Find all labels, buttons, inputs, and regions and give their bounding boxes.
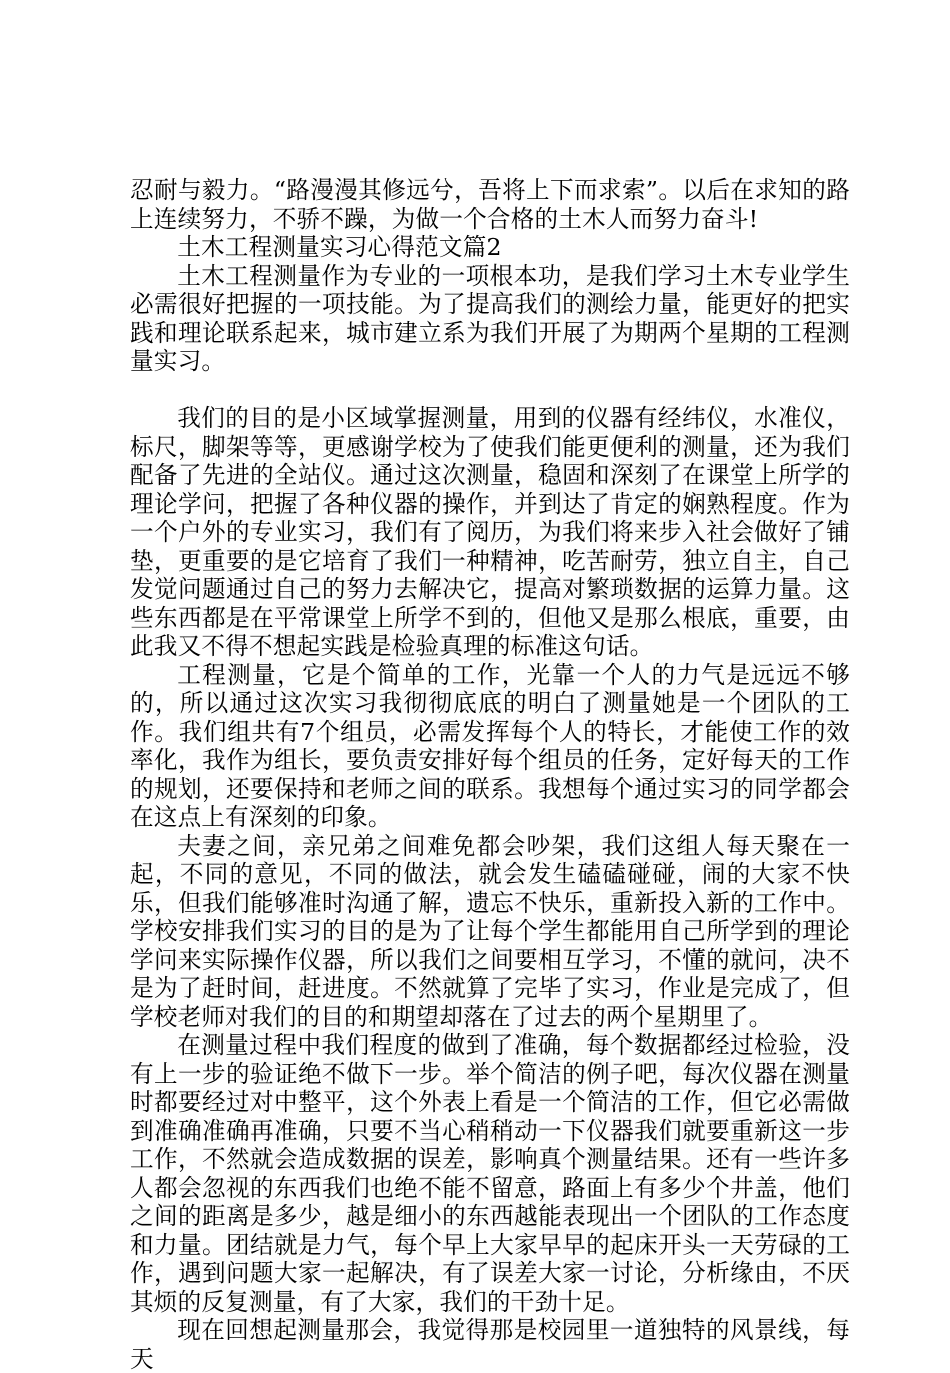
document-body: [130, 176, 850, 1373]
paragraph-4: 夫妻之间，亲兄弟之间难免都会吵架，我们这组人每天聚在一起，不同的意见，不同的做法，就会发生磕磕碰碰，闹的大家不快乐，但我们能够准时沟通了解，遗忘不快乐，重新投入新的工作中。学校安排我们实习的目的是为了让每个学生都能用自己所学到的理论学问来实际操作仪器，所以我们之间要相互学习，不懂的就问，决不是为了赶时间，赶进度。不然就算了完毕了实习，作业是完成了，但学校老师对我们的目的和期望却落在了过去的两个星期里了。: [130, 831, 850, 1031]
blank-line: [130, 376, 850, 405]
paragraph-2: 我们的目的是小区域掌握测量，用到的仪器有经纬仪，水准仪，标尺，脚架等等，更感谢学校为了使我们能更便利的测量，还为我们配备了先进的全站仪。通过这次测量，稳固和深刻了在课堂上所学的理论学问，把握了各种仪器的操作，并到达了肯定的娴熟程度。作为一个户外的专业实习，我们有了阅历，为我们将来步入社会做好了铺垫，更重要的是它培育了我们一种精神，吃苦耐劳，独立自主，自己发觉问题通过自己的努力去解决它，提高对繁琐数据的运算力量。这些东西都是在平常课堂上所学不到的，但他又是那么根底，重要，由此我又不得不想起实践是检验真理的标准这句话。: [130, 404, 850, 660]
paragraph-continued: 忍耐与毅力。“路漫漫其修远兮，吾将上下而求索”。以后在求知的路上连续努力，不骄不躁，为做一个合格的土木人而努力奋斗!: [130, 176, 850, 233]
paragraph-5: 在测量过程中我们程度的做到了准确，每个数据都经过检验，没有上一步的验证绝不做下一步。举个简洁的例子吧，每次仪器在测量时都要经过对中整平，这个外表上看是一个简洁的工作，但它必需做到准确准确再准确，只要不当心稍稍动一下仪器我们就要重新这一步工作，不然就会造成数据的误差，影响真个测量结果。还有一些许多人都会忽视的东西我们也绝不能不留意，路面上有多少个井盖，他们之间的距离是多少，越是细小的东西越能表现出一个团队的工作态度和力量。团结就是力气，每个早上大家早早的起床开头一天劳碌的工作，遇到问题大家一起解决，有了误差大家一讨论，分析缘由，不厌其烦的反复测量，有了大家，我们的干劲十足。: [130, 1031, 850, 1316]
paragraph-3: 工程测量，它是个简单的工作，光靠一个人的力气是远远不够的，所以通过这次实习我彻彻底底的明白了测量她是一个团队的工作。我们组共有7个组员，必需发挥每个人的特长，才能使工作的效率化，我作为组长，要负责安排好每个组员的任务，定好每天的工作的规划，还要保持和老师之间的联系。我想每个通过实习的同学都会在这点上有深刻的印象。: [130, 660, 850, 831]
paragraph-6: 现在回想起测量那会，我觉得那是校园里一道独特的风景线，每天: [130, 1316, 850, 1373]
section-title: 土木工程测量实习心得范文篇2: [177, 233, 502, 261]
paragraph-1: 土木工程测量作为专业的一项根本功，是我们学习土木专业学生必需很好把握的一项技能。为了提高我们的测绘力量，能更好的把实践和理论联系起来，城市建立系为我们开展了为期两个星期的工程测量实习。: [130, 261, 850, 375]
